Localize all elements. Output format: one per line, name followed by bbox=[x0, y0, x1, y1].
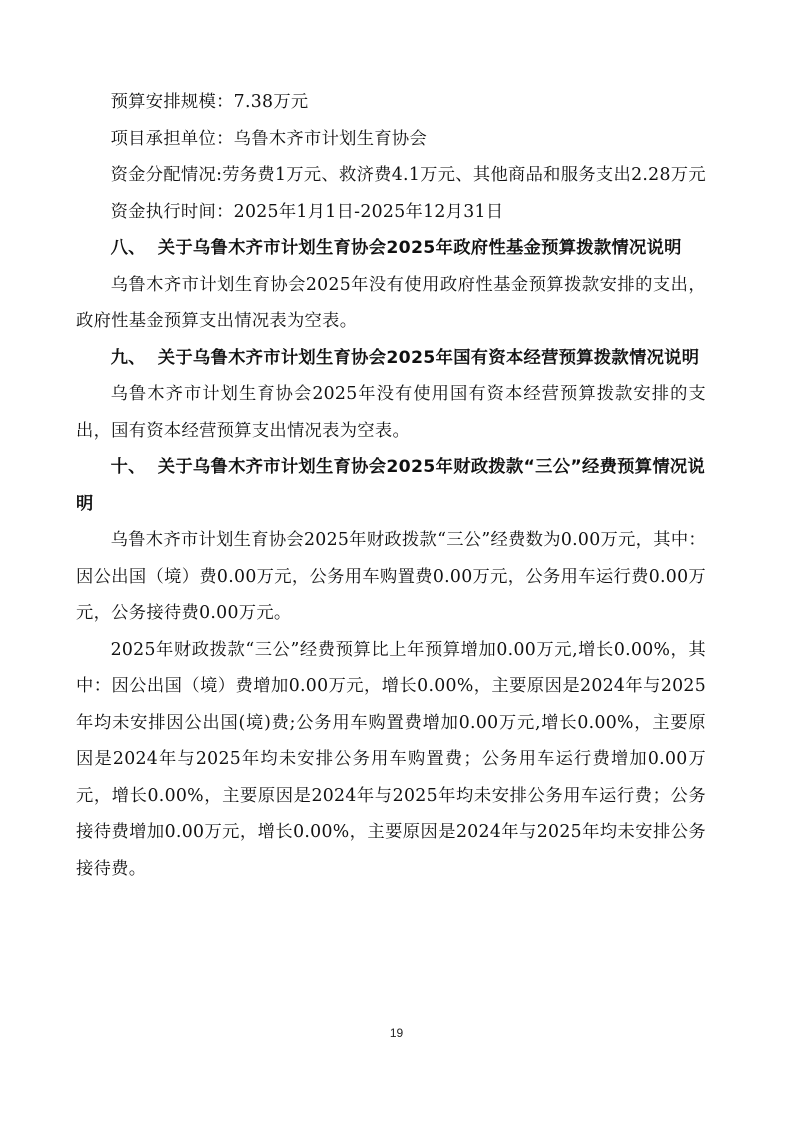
section-10-number: 十、 bbox=[110, 457, 146, 477]
section-10-title: 关于乌鲁木齐市计划生育协会2025年财政拨款“三公”经费预算情况说明 bbox=[76, 457, 706, 514]
section-10-body-1: 乌鲁木齐市计划生育协会2025年财政拨款“三公”经费数为0.00万元，其中：因公出国（境）费0.00万元，公务用车购置费0.00万元，公务用车运行费0.00万元，公务接待费0.00万元。 bbox=[76, 530, 706, 623]
section-8-body: 乌鲁木齐市计划生育协会2025年没有使用政府性基金预算拨款安排的支出，政府性基金预算支出情况表为空表。 bbox=[76, 274, 706, 331]
fund-allocation-line: 资金分配情况:劳务费1万元、救济费4.1万元、其他商品和服务支出2.28万元 bbox=[110, 165, 706, 185]
section-8-heading bbox=[76, 230, 706, 267]
section-9-body: 乌鲁木齐市计划生育协会2025年没有使用国有资本经营预算拨款安排的支出，国有资本经营预算支出情况表为空表。 bbox=[76, 384, 706, 441]
section-9-title: 关于乌鲁木齐市计划生育协会2025年国有资本经营预算拨款情况说明 bbox=[157, 347, 700, 368]
execution-time-line: 资金执行时间：2025年1月1日-2025年12月31日 bbox=[110, 201, 504, 222]
page-number: 19 bbox=[389, 1026, 404, 1040]
document-page bbox=[76, 84, 706, 887]
project-unit-line: 项目承担单位：乌鲁木齐市计划生育协会 bbox=[110, 128, 428, 149]
section-10-body-2: 2025年财政拨款“三公”经费预算比上年预算增加0.00万元,增长0.00%，其中：因公出国（境）费增加0.00万元，增长0.00%，主要原因是2024年与2025年均未安排因公出国(境)费;公务用车购置费增加0.00万元,增长0.00%，主要原因是2024年与2025年均未安排公务用车购置费；公务用车运行费增加0.00万元，增长0.00%，主要原因是2024年与2025年均未安排公务用车运行费；公务接待费增加0.00万元，增长0.00%，主要原因是2024年与2025年均未安排公务接待费。 bbox=[76, 639, 706, 879]
section-8-title: 关于乌鲁木齐市计划生育协会2025年政府性基金预算拨款情况说明 bbox=[157, 238, 682, 258]
section-9-number: 九、 bbox=[110, 347, 146, 368]
budget-scale-line: 预算安排规模：7.38万元 bbox=[110, 92, 309, 112]
section-8-number: 八、 bbox=[110, 238, 146, 258]
section-9-heading bbox=[76, 340, 706, 377]
section-10-heading bbox=[76, 449, 706, 522]
